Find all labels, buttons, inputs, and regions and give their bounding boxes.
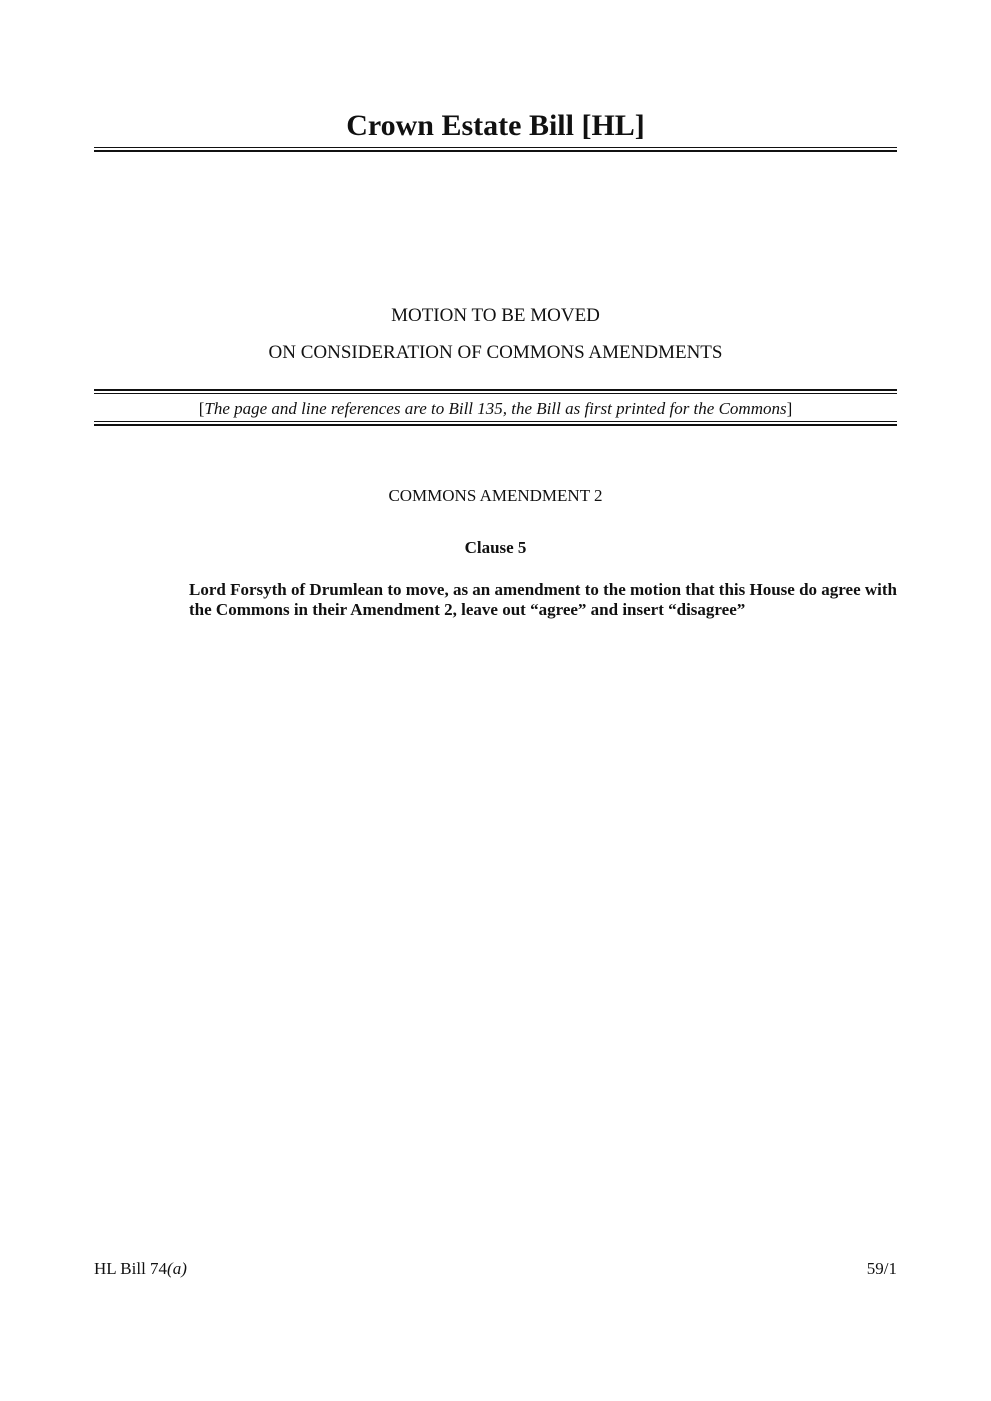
reference-rule-top-thick <box>94 389 897 391</box>
motion-heading: MOTION TO BE MOVED <box>391 305 600 326</box>
reference-note-text: The page and line references are to Bill 135, the Bill as first printed for the Commons <box>204 399 787 418</box>
reference-open-bracket: [ <box>198 399 205 418</box>
footer-bill-reference <box>94 1258 187 1280</box>
amendment-heading: COMMONS AMENDMENT 2 <box>388 486 603 505</box>
reference-close-bracket: ] <box>786 399 793 418</box>
title-rule-thin <box>94 147 897 148</box>
title-rule-thick <box>94 150 897 152</box>
bill-ref-prefix: HL Bill 74 <box>94 1259 168 1278</box>
clause-heading: Clause 5 <box>464 538 527 557</box>
footer-page-reference: 59/1 <box>866 1259 897 1278</box>
reference-note <box>94 398 897 420</box>
reference-rule-bottom-thin <box>94 421 897 422</box>
motion-text: Lord Forsyth of Drumlean to move, as an amendment to the motion that this House do agree with the Commons in their Amendment 2, leave out “agree” and insert “disagree” <box>189 580 897 619</box>
bill-ref-suffix: (a) <box>167 1259 187 1278</box>
reference-rule-bottom-thick <box>94 424 897 426</box>
document-title: Crown Estate Bill [HL] <box>346 109 645 142</box>
motion-subheading: ON CONSIDERATION OF COMMONS AMENDMENTS <box>268 342 723 363</box>
reference-rule-top-thin <box>94 393 897 394</box>
